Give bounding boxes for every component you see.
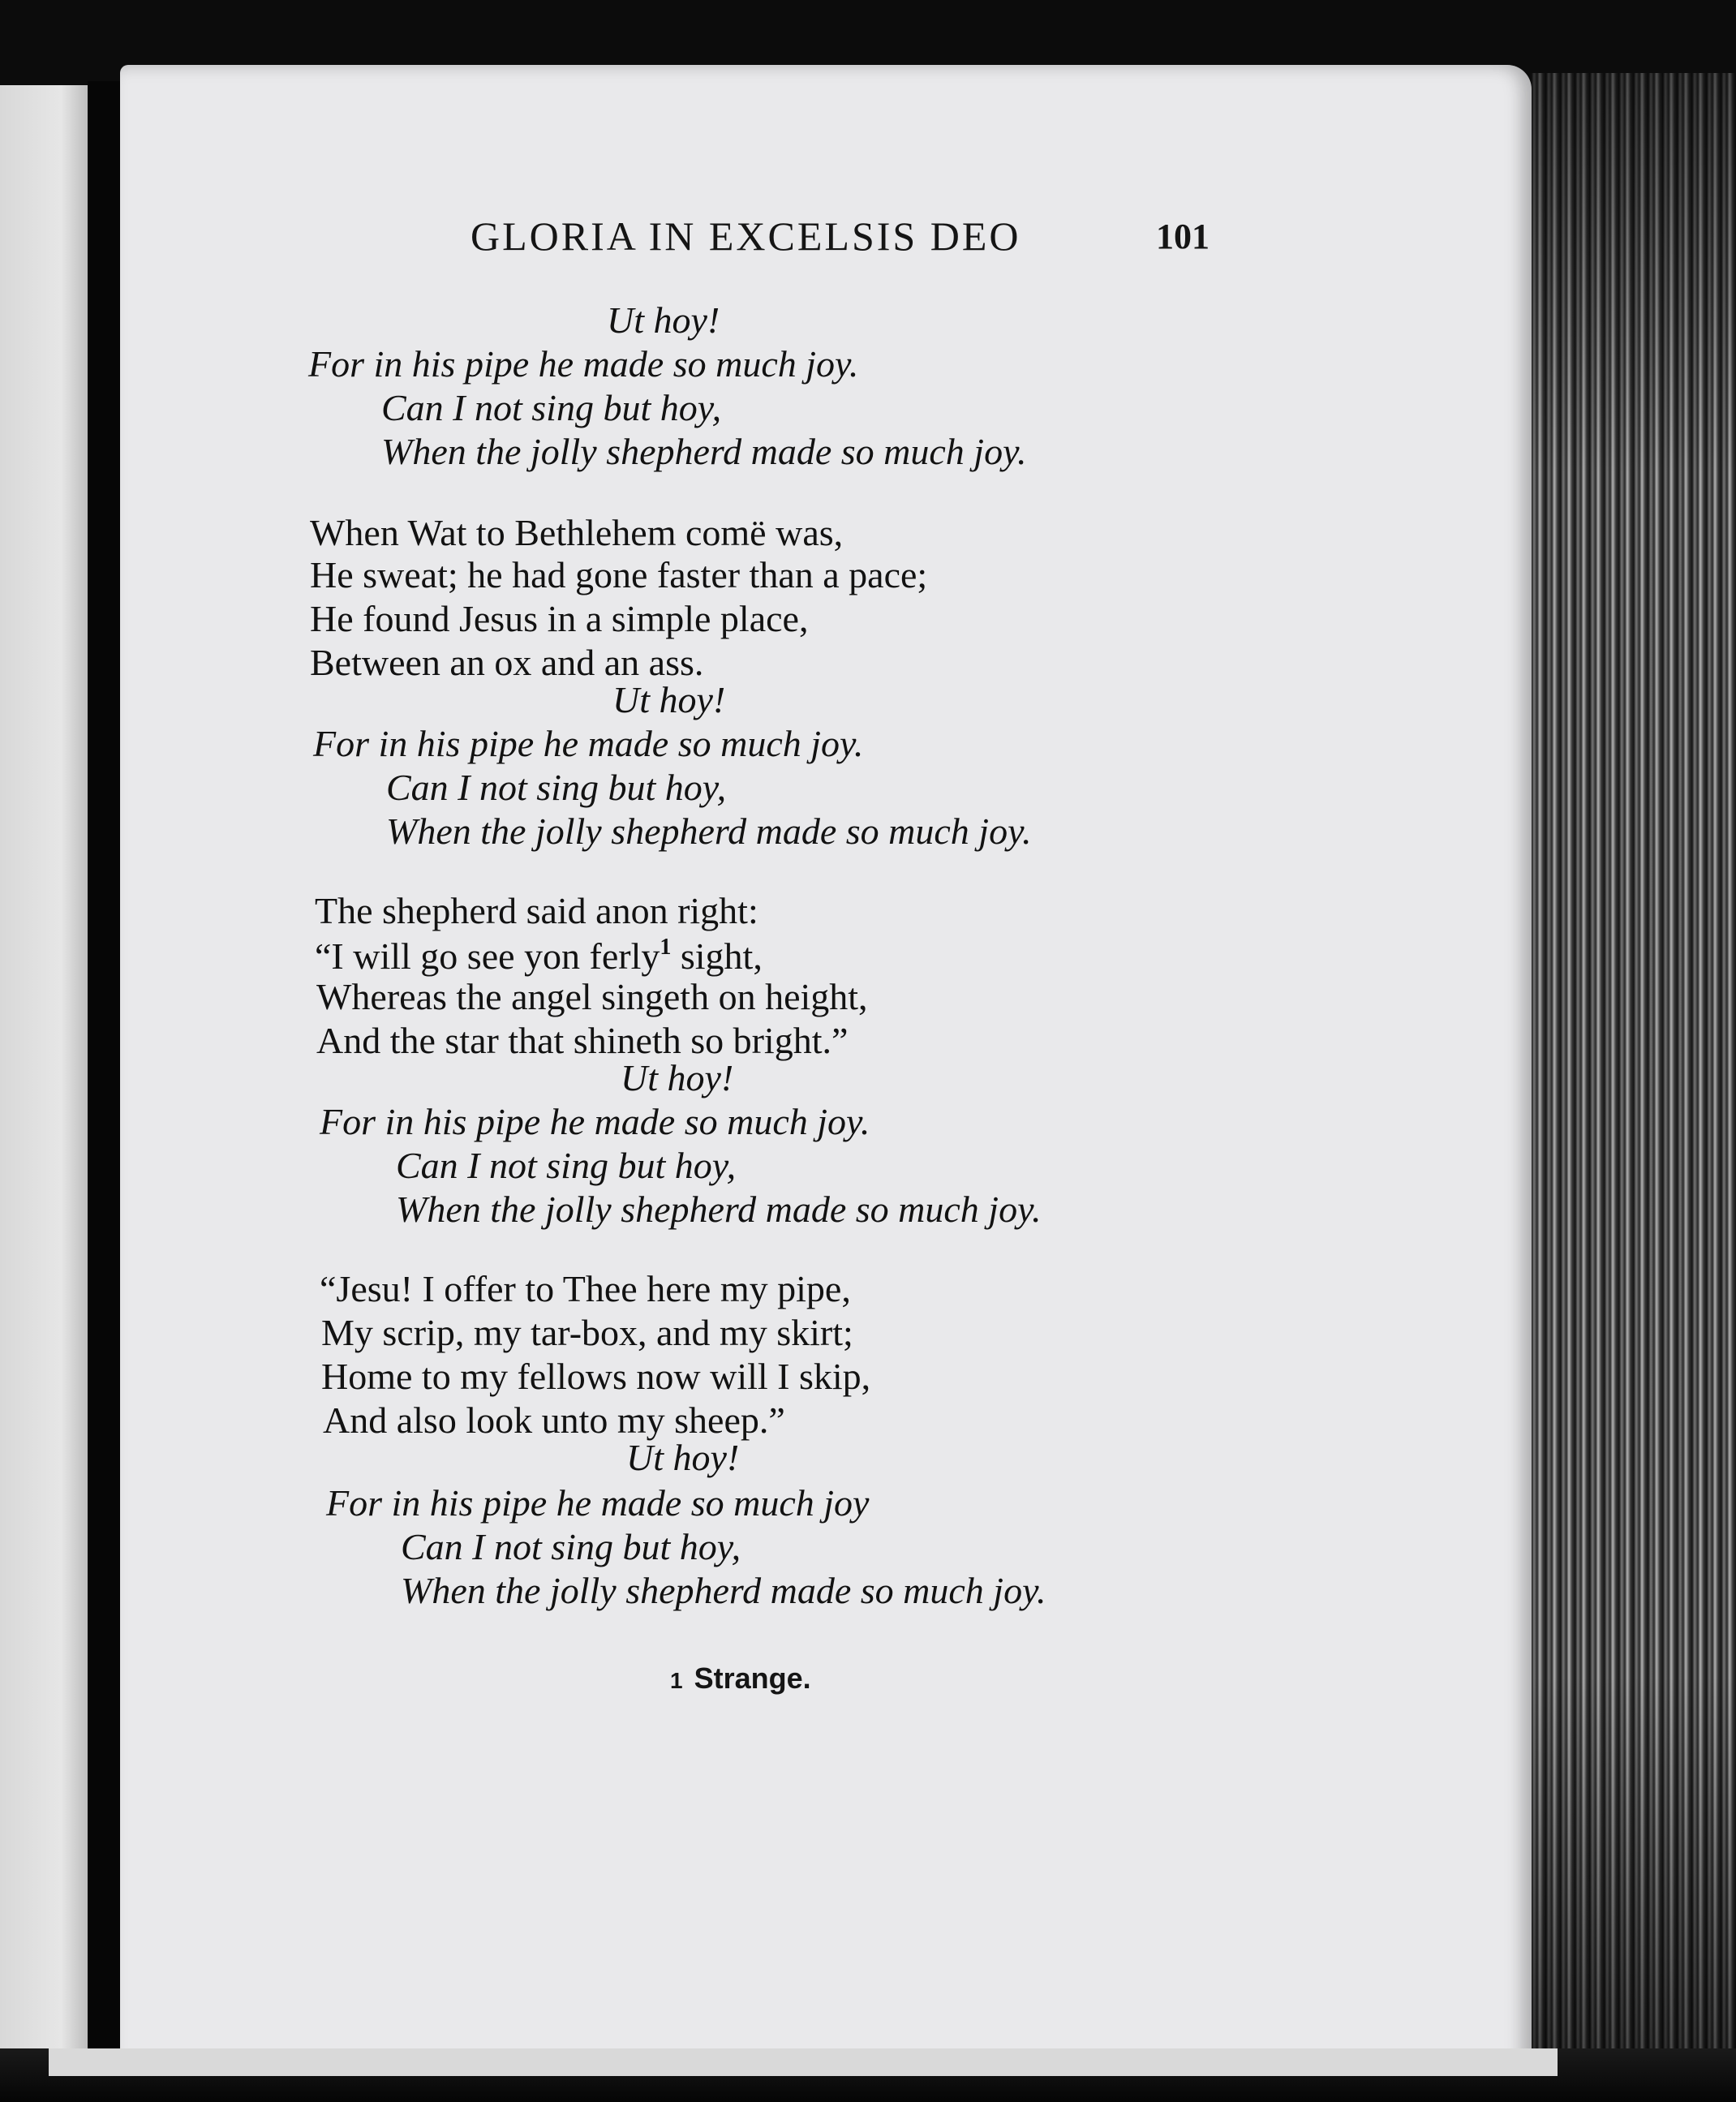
refrain-line: Ut hoy! (612, 679, 726, 720)
refrain-line: Ut hoy! (621, 1057, 734, 1098)
facing-page (0, 85, 88, 2048)
refrain-line: Ut hoy! (607, 299, 720, 341)
verse-line: And the star that shineth so bright.” (316, 1020, 849, 1061)
verse-line: My scrip, my tar-box, and my skirt; (321, 1312, 853, 1353)
verse-line: The shepherd said anon right: (315, 890, 758, 931)
running-head: GLORIA IN EXCELSIS DEO (471, 213, 1021, 259)
refrain-line: For in his pipe he made so much joy. (308, 343, 859, 385)
refrain-line: For in his pipe he made so much joy. (313, 723, 864, 764)
footnote-text: Strange. (694, 1661, 811, 1695)
book-gutter (88, 81, 120, 2061)
refrain-line: When the jolly shepherd made so much joy. (396, 1189, 1042, 1230)
verse-text: sight, (671, 935, 763, 977)
verse-line: Home to my fellows now will I skip, (321, 1356, 871, 1397)
refrain-line: For in his pipe he made so much joy (326, 1482, 870, 1524)
refrain-line: Can I not sing but hoy, (401, 1526, 741, 1567)
refrain-line: When the jolly shepherd made so much joy. (401, 1570, 1046, 1611)
verse-line: Between an ox and an ass. (310, 642, 704, 683)
verse-line: “Jesu! I offer to Thee here my pipe, (320, 1268, 851, 1309)
verse-line: He sweat; he had gone faster than a pace; (310, 554, 928, 595)
footnote-mark: 1 (670, 1668, 683, 1693)
verse-line: He found Jesus in a simple place, (310, 598, 809, 639)
refrain-line: Ut hoy! (626, 1437, 740, 1478)
page-number: 101 (1156, 217, 1210, 256)
footnote (670, 1661, 811, 1696)
refrain-line: For in his pipe he made so much joy. (320, 1101, 870, 1142)
refrain-line: When the jolly shepherd made so much joy. (386, 810, 1032, 852)
refrain-line: Can I not sing but hoy, (381, 387, 722, 428)
verse-line: Whereas the angel singeth on height, (316, 976, 868, 1017)
verse-line (315, 936, 763, 975)
bottom-page-edge (49, 2048, 1558, 2076)
verse-line: When Wat to Bethlehem comë was, (310, 512, 844, 553)
refrain-line: Can I not sing but hoy, (396, 1145, 737, 1186)
footnote-reference: 1 (660, 935, 672, 960)
page-edges (1532, 73, 1736, 2077)
verse-text: “I will go see yon ferly (315, 935, 660, 977)
refrain-line: When the jolly shepherd made so much joy. (381, 431, 1027, 472)
refrain-line: Can I not sing but hoy, (386, 767, 727, 808)
verse-line: And also look unto my sheep.” (323, 1399, 785, 1441)
